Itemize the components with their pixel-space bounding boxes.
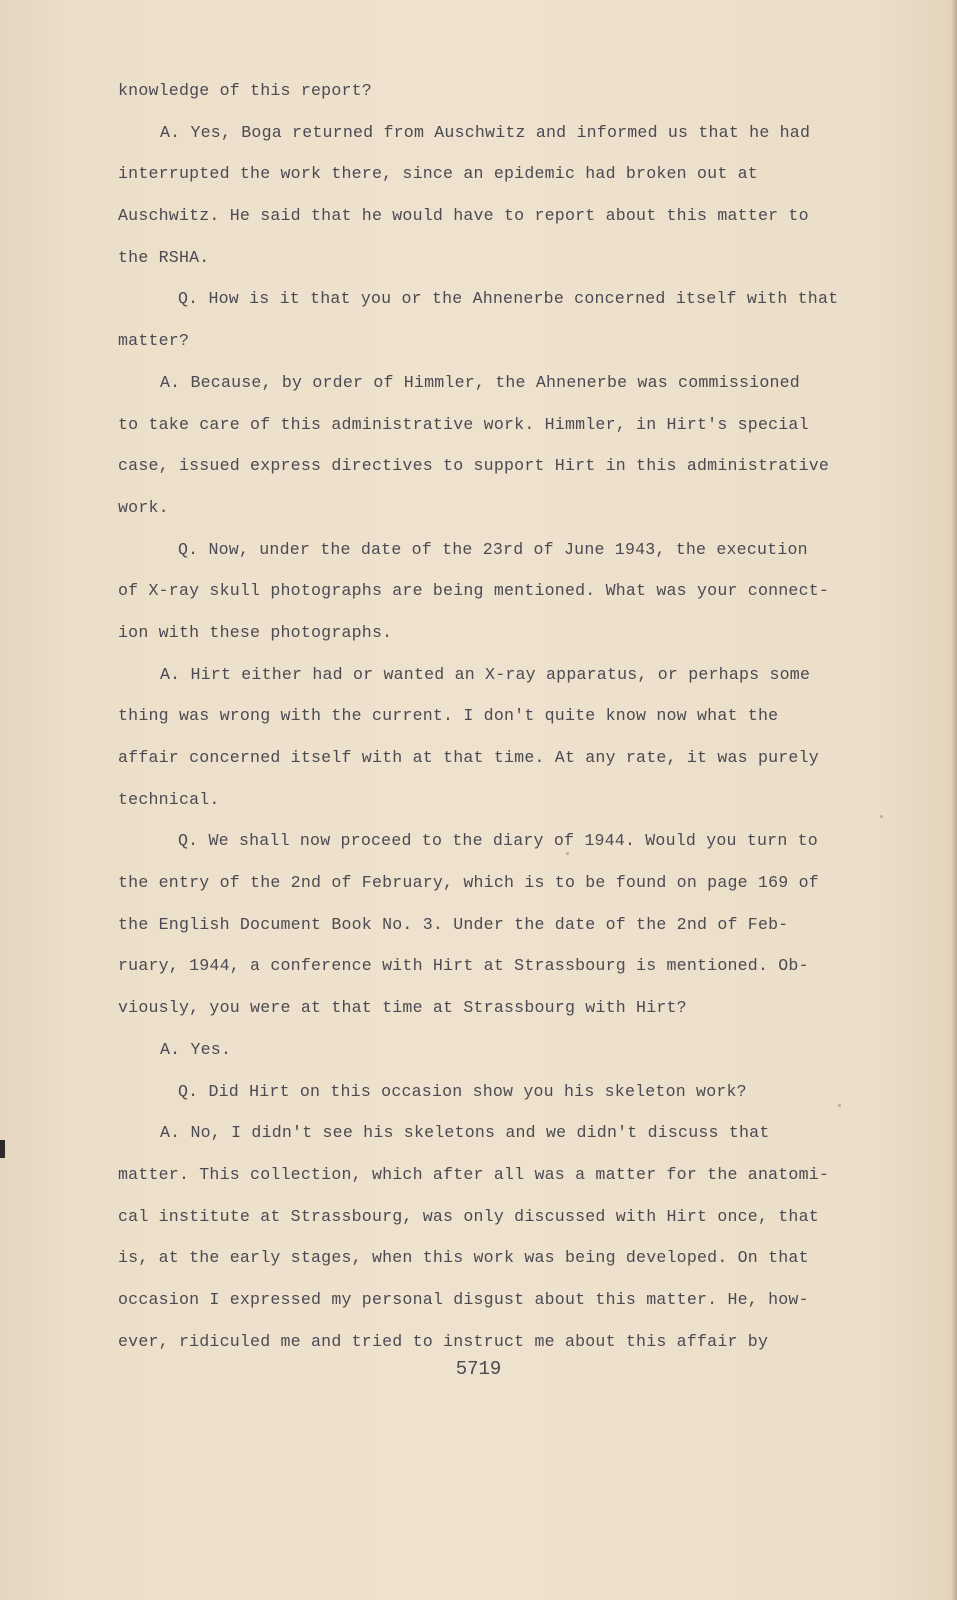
text-line: viously, you were at that time at Strassbourg with Hirt? (118, 998, 687, 1018)
answer-line: A. Yes. (160, 1039, 232, 1059)
answer-line: A. Because, by order of Himmler, the Ahnenerbe was commissioned (160, 372, 800, 392)
text-line: matter. This collection, which after all was a matter for the anatomi- (118, 1164, 830, 1184)
text-line: is, at the early stages, when this work was being developed. On that (118, 1248, 809, 1268)
answer-line: A. Yes, Boga returned from Auschwitz and informed us that he had (160, 122, 811, 142)
text-line: knowledge of this report? (118, 81, 372, 100)
text-line: ever, ridiculed me and tried to instruct me about this affair by (118, 1331, 769, 1351)
margin-mark (0, 1140, 5, 1158)
text-line: cal institute at Strassbourg, was only discussed with Hirt once, that (118, 1206, 819, 1226)
answer-line: A. No, I didn't see his skeletons and we didn't discuss that (160, 1123, 770, 1143)
text-line: ruary, 1944, a conference with Hirt at Strassbourg is mentioned. Ob- (118, 956, 809, 976)
question-line: Q. Did Hirt on this occasion show you his skeleton work? (178, 1081, 747, 1101)
text-line: Auschwitz. He said that he would have to report about this matter to (118, 206, 809, 226)
text-line: occasion I expressed my personal disgust about this matter. He, how- (118, 1289, 809, 1309)
text-line: matter? (118, 331, 190, 351)
text-line: work. (118, 497, 169, 517)
document-body (118, 70, 858, 1362)
text-line: the English Document Book No. 3. Under the date of the 2nd of Feb- (118, 914, 789, 934)
paper-speck (566, 852, 569, 855)
text-line: to take care of this administrative work. Himmler, in Hirt's special (118, 414, 809, 434)
question-line: Q. Now, under the date of the 23rd of June 1943, the execution (178, 539, 808, 559)
question-line: Q. How is it that you or the Ahnenerbe concerned itself with that (178, 289, 839, 309)
text-line: the entry of the 2nd of February, which is to be found on page 169 of (118, 873, 819, 893)
page-number: 5719 (455, 1358, 502, 1380)
answer-line: A. Hirt either had or wanted an X-ray apparatus, or perhaps some (160, 664, 811, 684)
paper-speck (838, 1104, 841, 1107)
text-line: technical. (118, 789, 220, 809)
text-line: thing was wrong with the current. I don't quite know now what the (118, 706, 779, 726)
text-line: the RSHA. (118, 247, 210, 267)
text-line: ion with these photographs. (118, 622, 393, 642)
text-line: affair concerned itself with at that time. At any rate, it was purely (118, 748, 819, 767)
paper-speck (880, 815, 883, 818)
question-line: Q. We shall now proceed to the diary of 1944. Would you turn to (178, 831, 818, 851)
text-line: of X-ray skull photographs are being mentioned. What was your connect- (118, 581, 830, 601)
text-line: case, issued express directives to support Hirt in this administrative (118, 456, 830, 476)
text-line: interrupted the work there, since an epidemic had broken out at (118, 164, 758, 184)
